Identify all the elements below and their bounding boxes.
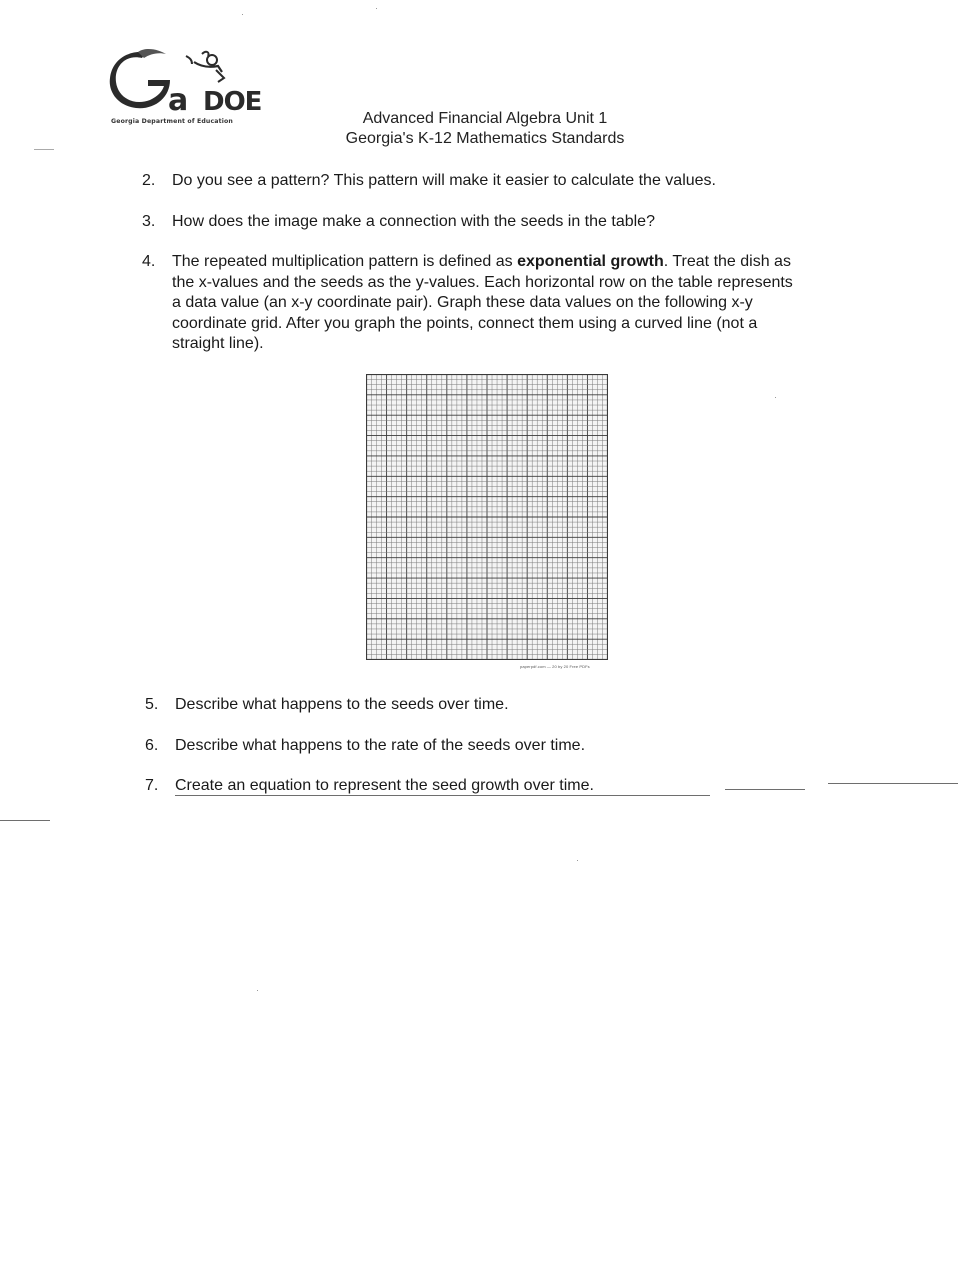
scan-dot bbox=[775, 397, 776, 398]
question-text: Do you see a pattern? This pattern will make it easier to calculate the values. bbox=[172, 172, 716, 189]
question-text bbox=[172, 252, 892, 355]
question-fragment: The repeated multiplication pattern is defined as bbox=[172, 253, 518, 270]
logo-tagline: Georgia Department of Education bbox=[111, 118, 233, 125]
svg-text:a: a bbox=[168, 83, 189, 118]
grid-credit: paperpdf.com — 20 by 20 Free PDFs bbox=[520, 664, 590, 669]
question-text: Create an equation to represent the seed growth over time. bbox=[175, 777, 594, 794]
scan-line bbox=[828, 783, 958, 784]
svg-text:DOE: DOE bbox=[203, 87, 262, 117]
scan-dot bbox=[242, 14, 243, 15]
question-number: 6. bbox=[145, 737, 159, 754]
question-line: coordinate grid. After you graph the points, connect them using a curved line (not a bbox=[172, 314, 758, 332]
question-text: Describe what happens to the rate of the seeds over time. bbox=[175, 737, 586, 754]
scan-dot bbox=[376, 8, 377, 9]
question-fragment: . Treat the dish as bbox=[663, 253, 791, 270]
gadoe-logo bbox=[108, 48, 268, 128]
gadoe-logo-mark bbox=[108, 48, 268, 118]
question-line: the x-values and the seeds as the y-values. Each horizontal row on the table represents bbox=[172, 273, 793, 291]
standards-title: Georgia's K-12 Mathematics Standards bbox=[345, 130, 625, 147]
scan-line bbox=[725, 789, 805, 790]
question-number: 3. bbox=[142, 213, 156, 230]
question-line: straight line). bbox=[172, 335, 264, 352]
question-number: 2. bbox=[142, 172, 156, 189]
scan-line bbox=[34, 149, 54, 150]
question-number: 5. bbox=[145, 696, 159, 713]
question-line: a data value (an x-y coordinate pair). Graph these data values on the following x-y bbox=[172, 294, 753, 311]
grid-svg bbox=[366, 374, 608, 660]
scan-dot bbox=[257, 990, 258, 991]
scan-line bbox=[175, 795, 710, 796]
question-text: Describe what happens to the seeds over time. bbox=[175, 696, 509, 713]
term-exponential-growth: exponential growth bbox=[517, 253, 664, 270]
course-title: Advanced Financial Algebra Unit 1 bbox=[362, 110, 608, 127]
coordinate-grid[interactable] bbox=[366, 374, 608, 660]
question-number: 7. bbox=[145, 777, 159, 794]
question-text: How does the image make a connection with the seeds in the table? bbox=[172, 213, 655, 230]
question-4 bbox=[142, 252, 902, 362]
scan-dot bbox=[577, 860, 578, 861]
scan-line bbox=[0, 820, 50, 821]
page-header bbox=[300, 109, 670, 149]
question-number: 4. bbox=[142, 253, 156, 270]
question-line bbox=[172, 252, 892, 273]
